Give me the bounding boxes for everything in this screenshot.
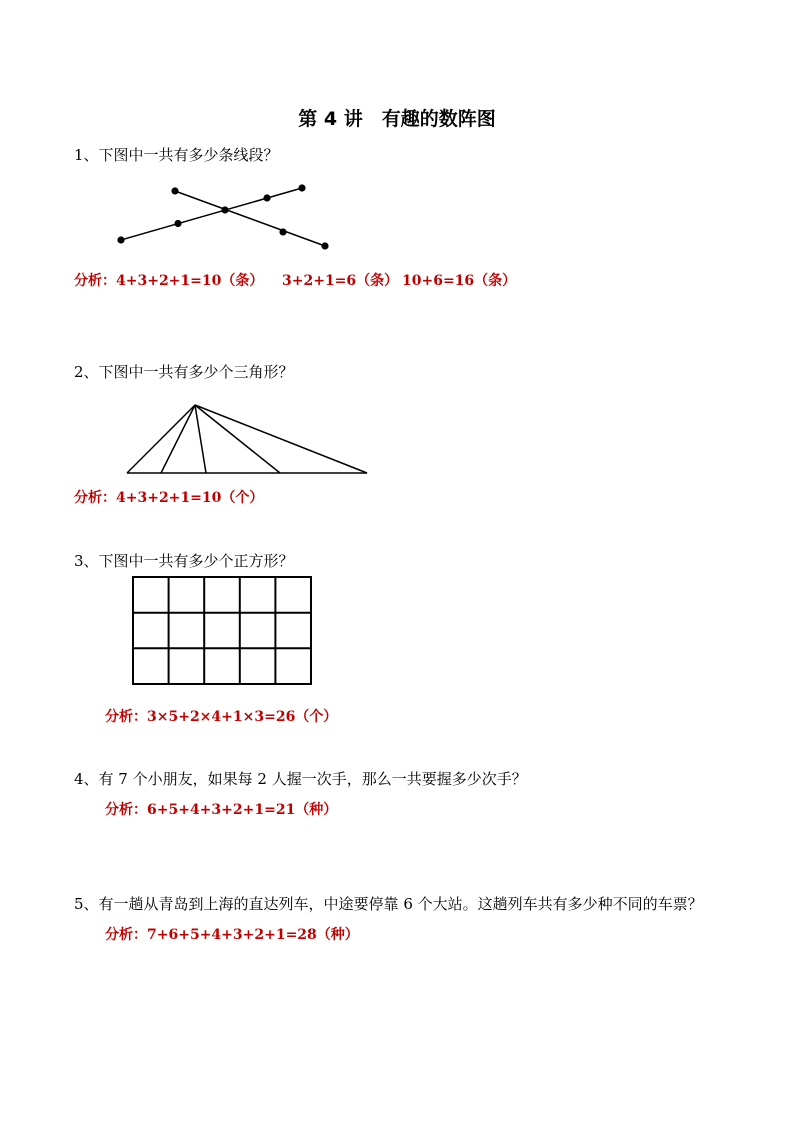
squares-grid-figure (130, 574, 315, 689)
answer-1c: 10+6=16（条） (402, 273, 517, 289)
grid-outline (133, 577, 311, 684)
point (171, 187, 178, 194)
side-line (127, 405, 195, 473)
point (298, 184, 305, 191)
side-line (195, 405, 367, 473)
point (279, 228, 286, 235)
side-line (195, 405, 280, 473)
question-2-text: 2、下图中一共有多少个三角形？ (74, 363, 294, 381)
side-line (161, 405, 195, 473)
point (174, 220, 181, 227)
question-3-text: 3、下图中一共有多少个正方形？ (74, 552, 294, 570)
point (221, 206, 228, 213)
answer-3: 分析：3×5+2×4+1×3=26（个） (105, 709, 338, 725)
question-5-text: 5、有一趟从青岛到上海的直达列车，中途要停靠 6 个大站。这趟列车共有多少种不同的车票？ (74, 895, 703, 913)
answer-1a: 分析：4+3+2+1=10（条） (74, 273, 264, 289)
answer-1b: 3+2+1=6（条） (282, 273, 399, 289)
answer-4: 分析：6+5+4+3+2+1=21（种） (105, 802, 338, 818)
triangles-figure (120, 400, 375, 480)
point (321, 242, 328, 249)
question-1-text: 1、下图中一共有多少条线段？ (74, 146, 279, 164)
answer-5: 分析：7+6+5+4+3+2+1=28（种） (105, 927, 359, 943)
side-line (195, 405, 206, 473)
line-segment-a (121, 188, 302, 240)
point (263, 194, 270, 201)
page-title: 第 4 讲 有趣的数阵图 (298, 108, 496, 130)
point (117, 236, 124, 243)
line-segments-figure (110, 180, 340, 255)
answer-2: 分析：4+3+2+1=10（个） (74, 490, 264, 506)
question-4-text: 4、有 7 个小朋友，如果每 2 人握一次手，那么一共要握多少次手？ (74, 770, 527, 788)
